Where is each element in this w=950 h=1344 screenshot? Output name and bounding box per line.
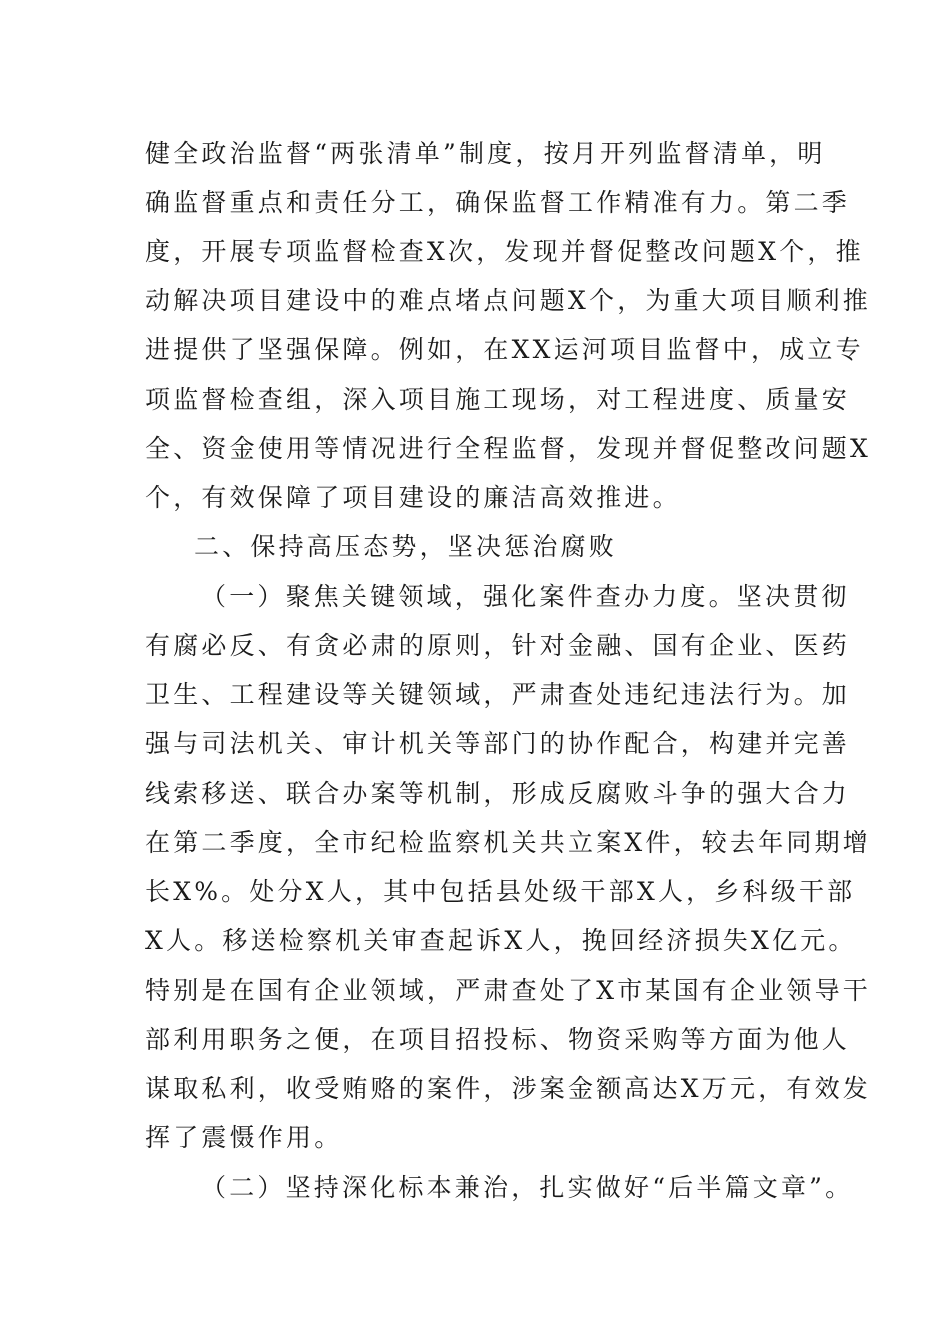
paragraph-line: 谋取私利，收受贿赂的案件，涉案金额高达X万元，有效发 xyxy=(145,1074,872,1103)
paragraph-line: 卫生、工程建设等关键领域，严肃查处违纪违法行为。加 xyxy=(145,680,851,709)
paragraph-line: 长X%。处分X人，其中包括县处级干部X人，乡科级干部 xyxy=(145,877,856,906)
paragraph-line: 进提供了坚强保障。例如，在XX运河项目监督中，成立专 xyxy=(145,335,864,364)
paragraph-line: 特别是在国有企业领域，严肃查处了X市某国有企业领导干 xyxy=(145,976,872,1005)
subsection-heading-line: （一）聚焦关键领域，强化案件查办力度。坚决贯彻 xyxy=(201,582,850,611)
paragraph-line: 全、资金使用等情况进行全程监督，发现并督促整改问题X xyxy=(145,434,872,463)
paragraph-line: 挥了震慑作用。 xyxy=(145,1123,343,1152)
paragraph-line: 强与司法机关、审计机关等部门的协作配合，构建并完善 xyxy=(145,729,851,758)
paragraph-line: 有腐必反、有贪必肃的原则，针对金融、国有企业、医药 xyxy=(145,631,851,660)
paragraph-line: 部利用职务之便，在项目招投标、物资采购等方面为他人 xyxy=(145,1025,851,1054)
paragraph-line: 个，有效保障了项目建设的廉洁高效推进。 xyxy=(145,483,681,512)
section-heading: 二、保持高压态势，坚决惩治腐败 xyxy=(194,532,618,561)
paragraph-line: 确监督重点和责任分工，确保监督工作精准有力。第二季 xyxy=(145,188,851,217)
paragraph-line: 线索移送、联合办案等机制，形成反腐败斗争的强大合力 xyxy=(145,779,851,808)
paragraph-line: 度，开展专项监督检查X次，发现并督促整改问题X个，推 xyxy=(145,237,864,266)
paragraph-line: 在第二季度，全市纪检监察机关共立案X件，较去年同期增 xyxy=(145,828,872,857)
paragraph-line: 动解决项目建设中的难点堵点问题X个，为重大项目顺利推 xyxy=(145,286,872,315)
paragraph-line: X人。移送检察机关审查起诉X人，挽回经济损失X亿元。 xyxy=(145,926,857,955)
subsection-heading-line: （二）坚持深化标本兼治，扎实做好“后半篇文章”。 xyxy=(201,1173,854,1202)
paragraph-line: 健全政治监督“两张清单”制度，按月开列监督清单，明 xyxy=(145,139,826,168)
paragraph-line: 项监督检查组，深入项目施工现场，对工程进度、质量安 xyxy=(145,385,851,414)
